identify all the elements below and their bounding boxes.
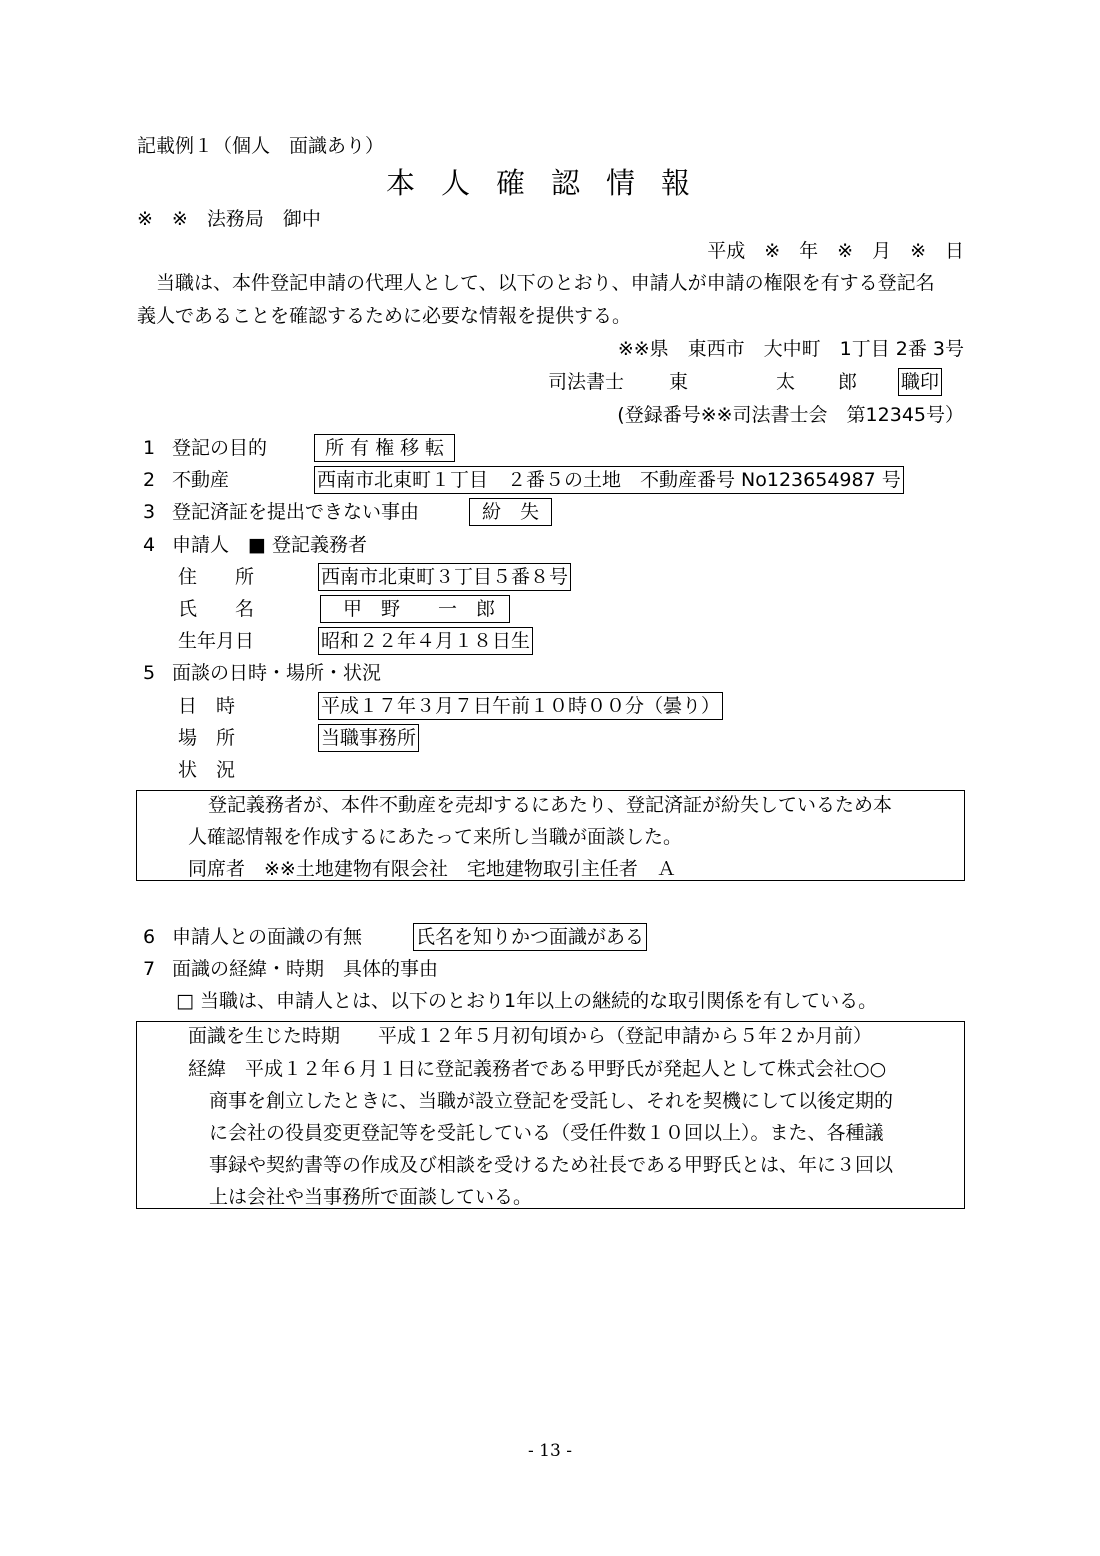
item-1-number: 1 <box>143 437 156 459</box>
item-6-label: 申請人との面識の有無 <box>172 926 363 948</box>
interview-status-label: 状 況 <box>178 759 236 781</box>
status-box-line-3: 同席者 ※※土地建物有限会社 宅地建物取引主任者 Ａ <box>188 858 676 880</box>
signer-given-2: 郎 <box>838 371 858 393</box>
addressee: ※ ※ 法務局 御中 <box>137 208 321 230</box>
item-3-value: 紛 失 <box>469 498 552 526</box>
box2-line-1: 面識を生じた時期 平成１２年５月初旬頃から（登記申請から５年２か月前） <box>188 1025 873 1047</box>
item-5-number: 5 <box>143 662 156 684</box>
box2-line-3: 商事を創立したときに、当職が設立登記を受託し、それを契機にして以後定期的 <box>209 1090 894 1112</box>
item-7-number: 7 <box>143 958 156 980</box>
applicant-dob-label: 生年月日 <box>178 630 255 652</box>
applicant-address-label: 住 所 <box>178 566 255 588</box>
applicant-address-value: 西南市北東町３丁目５番８号 <box>318 563 571 591</box>
applicant-dob-value: 昭和２２年４月１８日生 <box>318 627 533 655</box>
item-1-label: 登記の目的 <box>172 437 268 459</box>
signer-address: ※※県 東西市 大中町 1丁目 2番 3号 <box>617 338 964 360</box>
acquaintance-details-box <box>136 1021 965 1209</box>
intro-line-1: 当職は、本件登記申請の代理人として、以下のとおり、申請人が申請の権限を有する登記名 <box>156 272 935 294</box>
interview-datetime-value: 平成１７年３月７日午前１０時００分（曇り） <box>318 692 723 720</box>
item-3-label: 登記済証を提出できない事由 <box>172 501 420 523</box>
applicant-name-value: 甲 野 一 郎 <box>320 595 510 623</box>
item-6-number: 6 <box>143 926 156 948</box>
signer-given-1: 太 <box>776 371 796 393</box>
document-title: 本人確認情報 <box>386 166 717 200</box>
relationship-checkbox-line: □ 当職は、申請人とは、以下のとおり1年以上の継続的な取引関係を有している。 <box>176 990 878 1012</box>
document-date: 平成 ※ 年 ※ 月 ※ 日 <box>707 240 964 262</box>
box2-line-2: 経緯 平成１２年６月１日に登記義務者である甲野氏が発起人として株式会社○○ <box>188 1058 887 1080</box>
box2-line-5: 事録や契約書等の作成及び相談を受けるため社長である甲野氏とは、年に３回以 <box>209 1154 894 1176</box>
box2-line-4: に会社の役員変更登記等を受託している（受任件数１０回以上）。また、各種議 <box>209 1122 884 1144</box>
interview-place-value: 当職事務所 <box>318 724 419 752</box>
registration-number: (登録番号※※司法書士会 第12345号） <box>617 404 964 426</box>
item-6-value: 氏名を知りかつ面識がある <box>413 923 647 951</box>
item-2-value: 西南市北東町１丁目 ２番５の土地 不動産番号 No123654987 号 <box>314 466 904 494</box>
official-seal: 職印 <box>898 368 942 396</box>
item-3-number: 3 <box>143 501 156 523</box>
signer-title: 司法書士 <box>548 371 625 393</box>
example-label: 記載例１（個人 面識あり） <box>137 135 385 157</box>
item-4-number: 4 <box>143 534 156 556</box>
interview-datetime-label: 日 時 <box>178 695 236 717</box>
applicant-name-label: 氏 名 <box>178 598 255 620</box>
page-number: - 13 - <box>528 1441 572 1461</box>
status-box-line-1: 登記義務者が、本件不動産を売却するにあたり、登記済証が紛失しているため本 <box>208 794 893 816</box>
item-4-label: 申請人 ■ 登記義務者 <box>172 534 367 556</box>
status-box-line-2: 人確認情報を作成するにあたって来所し当職が面談した。 <box>188 826 683 848</box>
item-5-label: 面談の日時・場所・状況 <box>172 662 382 684</box>
interview-place-label: 場 所 <box>178 727 236 749</box>
box2-line-6: 上は会社や当事務所で面談している。 <box>209 1186 533 1208</box>
item-1-value: 所 有 権 移 転 <box>314 434 455 462</box>
item-7-label: 面識の経緯・時期 具体的事由 <box>172 958 439 980</box>
item-2-number: 2 <box>143 469 156 491</box>
intro-line-2: 義人であることを確認するために必要な情報を提供する。 <box>137 305 632 327</box>
signer-surname: 東 <box>669 371 689 393</box>
item-2-label: 不動産 <box>172 469 230 491</box>
